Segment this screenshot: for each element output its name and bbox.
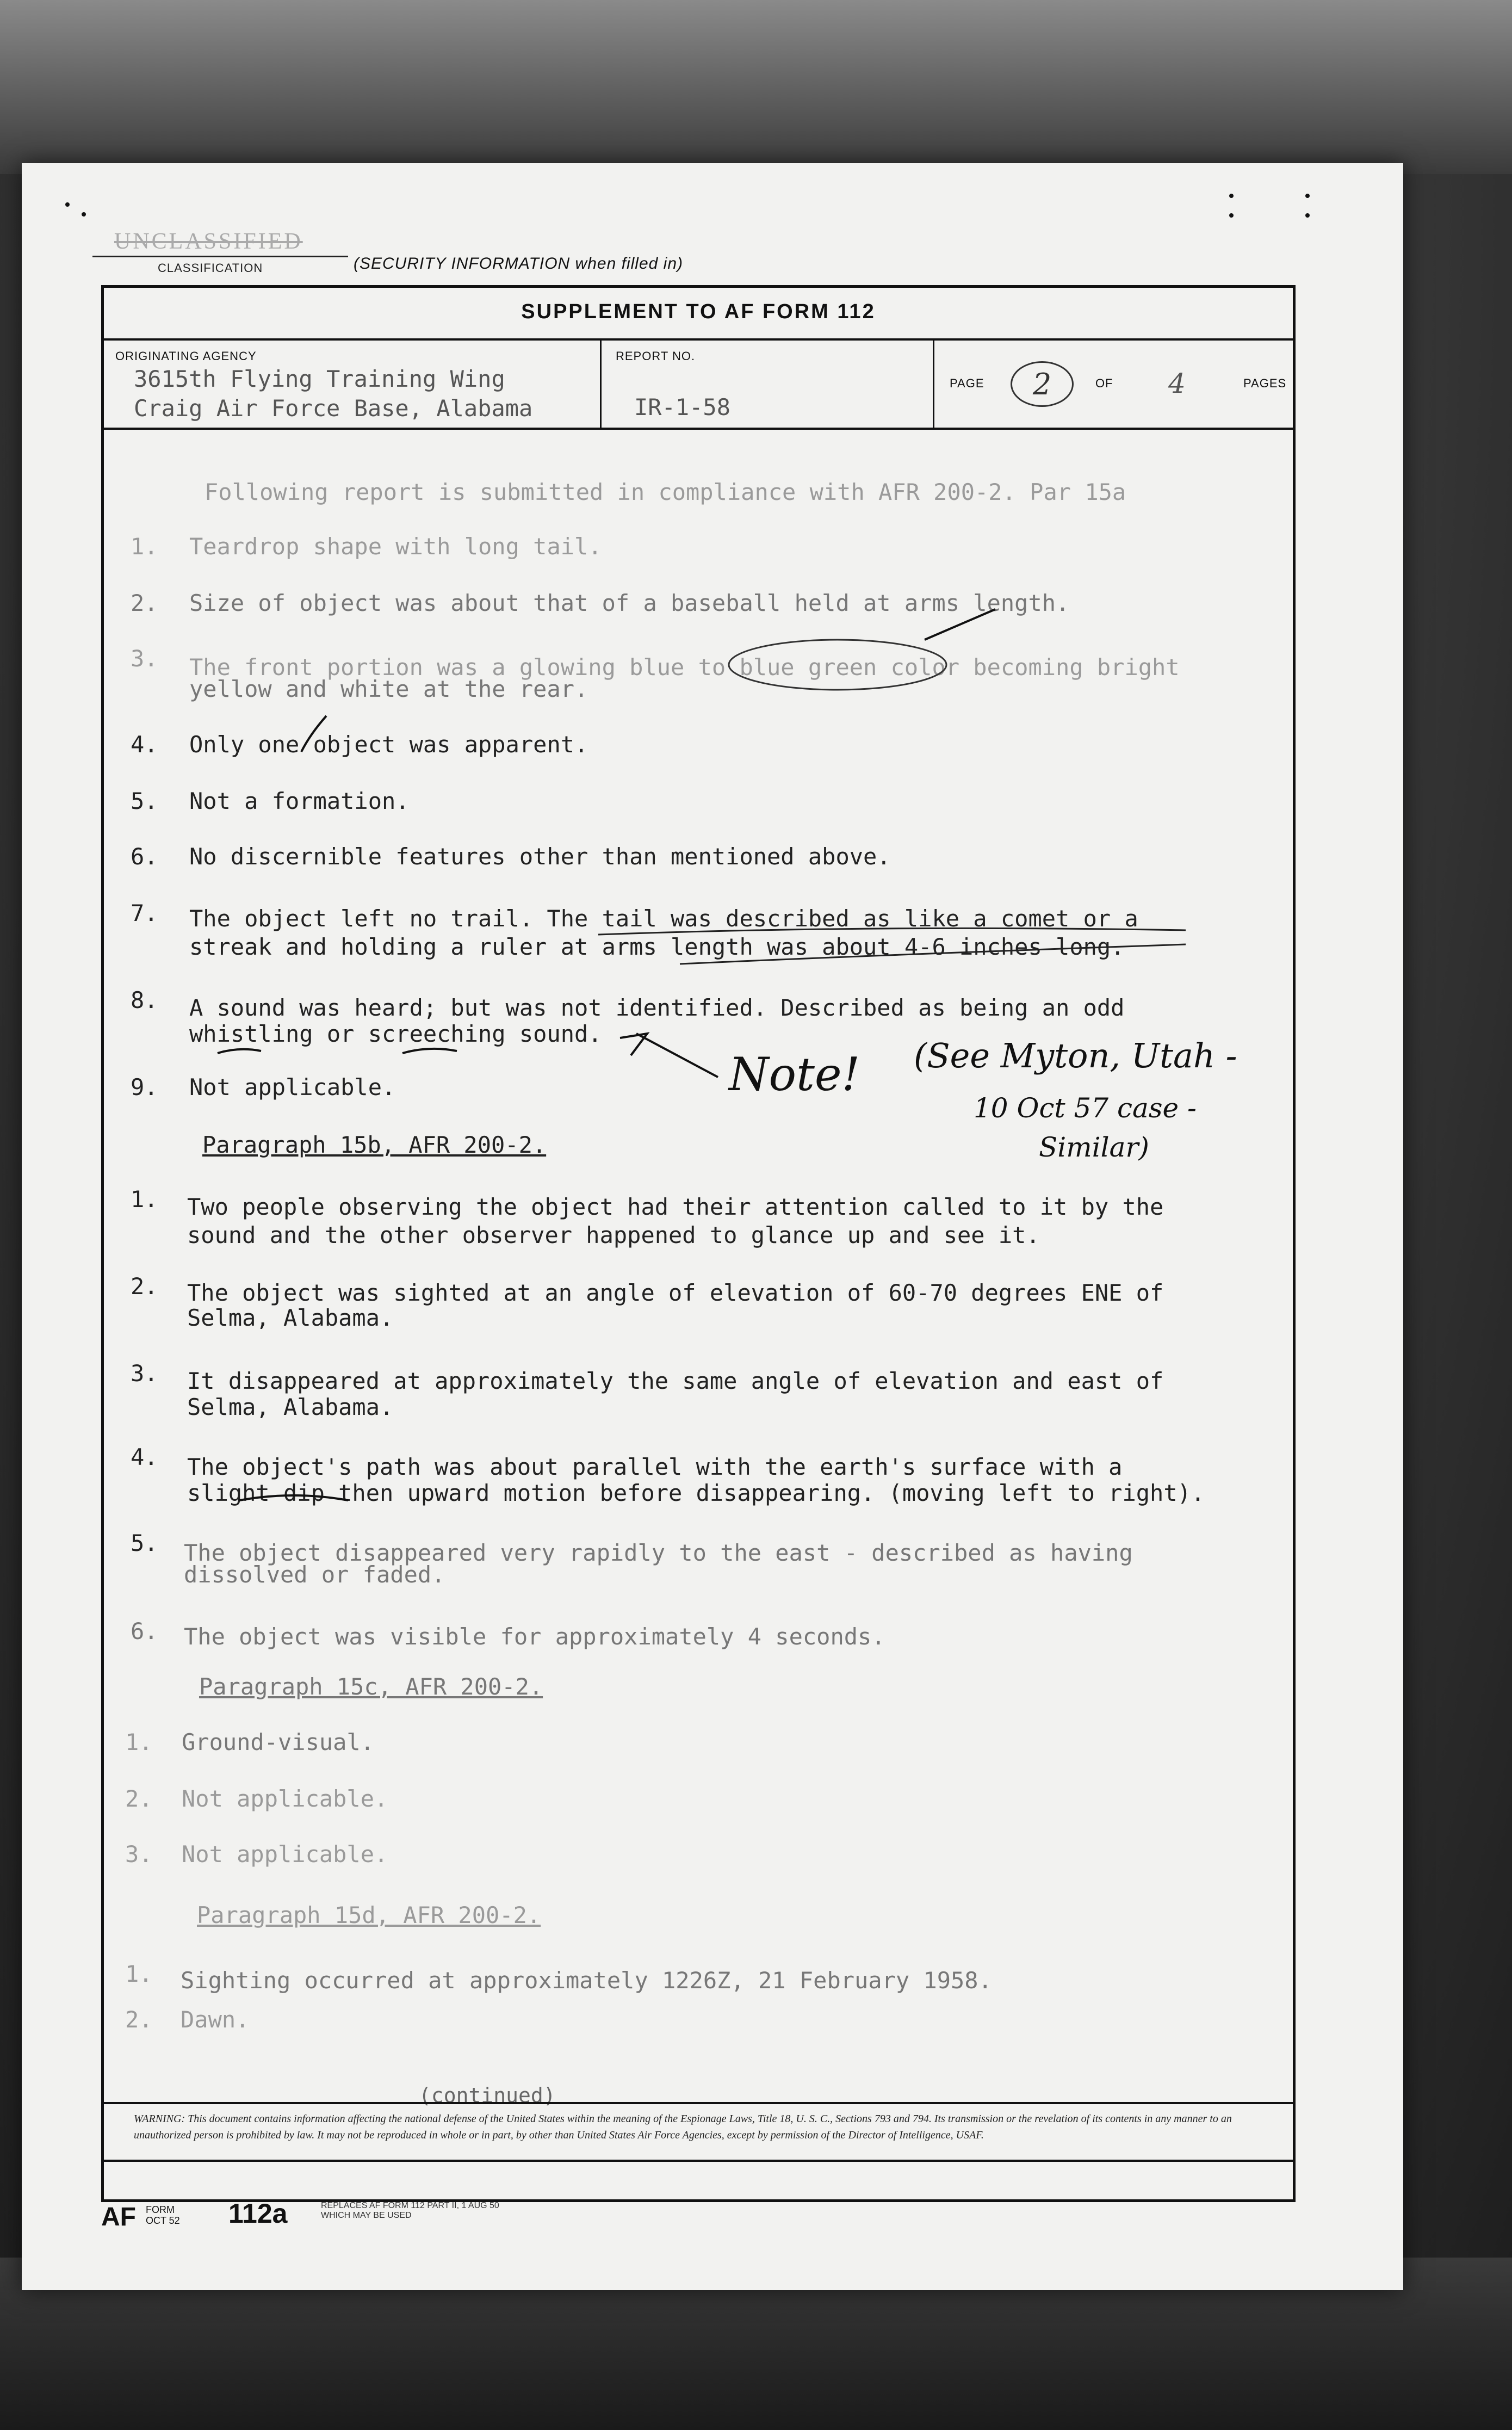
originating-agency-line1: 3615th Flying Training Wing <box>134 366 505 392</box>
item-text: Not applicable. <box>182 1841 388 1868</box>
item-text: Sighting occurred at approximately 1226Z, 21 February 1958. <box>181 1967 992 1994</box>
item-text: Only one object was apparent. <box>189 731 588 758</box>
item-number: 5. <box>131 1530 158 1556</box>
item-text: The front portion was a glowing blue to blue green color becoming bright <box>189 654 1180 681</box>
page-label: PAGE <box>950 376 984 390</box>
item-number: 1. <box>125 1729 153 1755</box>
handwritten-reference-line3: Similar) <box>1039 1131 1149 1163</box>
item-number: 3. <box>131 1360 158 1387</box>
item-text: The object disappeared very rapidly to the east - described as having <box>184 1539 1133 1566</box>
item-text: Two people observing the object had their attention called to it by the <box>187 1194 1164 1220</box>
item-text: Dawn. <box>181 2006 250 2033</box>
section-heading: Paragraph 15d, AFR 200-2. <box>197 1902 541 1928</box>
warning-notice: WARNING: This document contains information affecting the national defense of the United States within the meaning of the Espionage Laws, Title 18, U. S. C., Sections 793 and 794. Its transmission or the revelation of its contents in any manner to an unauthorized person is prohibited by law. It may not be reproduced in whole or in part, by other than United States Air Force Agencies, except by permission of the Director of Intelligence, USAF. <box>101 2102 1296 2162</box>
item-number: 6. <box>131 1618 158 1644</box>
item-number: 2. <box>125 1785 153 1812</box>
item-text-cont: streak and holding a ruler at arms length was about 4-6 inches long. <box>189 933 1125 960</box>
report-no-label: REPORT NO. <box>616 349 696 363</box>
item-text-cont: dissolved or faded. <box>184 1561 445 1588</box>
form-title: SUPPLEMENT TO AF FORM 112 <box>101 285 1296 341</box>
item-text-cont: yellow and white at the rear. <box>189 676 588 702</box>
replaces-note: REPLACES AF FORM 112 PART II, 1 AUG 50 WHICH MAY BE USED <box>321 2201 499 2220</box>
originating-agency-line2: Craig Air Force Base, Alabama <box>134 395 533 422</box>
item-number: 1. <box>125 1961 153 1987</box>
security-note: (SECURITY INFORMATION when filled in) <box>354 255 683 273</box>
continued-note: (continued) <box>419 2083 556 2107</box>
handwritten-reference-line1: (See Myton, Utah - <box>914 1036 1237 1075</box>
page-number: 2 <box>1011 361 1074 407</box>
item-text-cont: whistling or screeching sound. <box>189 1021 602 1047</box>
item-number: 5. <box>131 788 158 814</box>
pages-label: PAGES <box>1243 376 1287 390</box>
item-number: 4. <box>131 731 158 758</box>
item-number: 7. <box>131 900 158 926</box>
section-heading: Paragraph 15c, AFR 200-2. <box>199 1673 543 1700</box>
report-no-value: IR-1-58 <box>634 394 731 421</box>
item-text-cont: Selma, Alabama. <box>187 1304 394 1331</box>
item-text: A sound was heard; but was not identified. Described as being an odd <box>189 994 1125 1021</box>
handwritten-reference-line2: 10 Oct 57 case - <box>974 1092 1197 1124</box>
item-number: 8. <box>131 987 158 1013</box>
item-text: Ground-visual. <box>182 1729 375 1755</box>
form-number: 112a <box>228 2198 288 2229</box>
item-number: 9. <box>131 1074 158 1100</box>
item-text: Not applicable. <box>189 1074 396 1100</box>
item-text: Teardrop shape with long tail. <box>189 533 602 560</box>
total-pages: 4 <box>1168 368 1186 399</box>
classification-label: CLASSIFICATION <box>158 261 263 275</box>
item-number: 1. <box>131 533 158 560</box>
handwritten-note: Note! <box>729 1048 860 1101</box>
item-text: Not applicable. <box>182 1785 388 1812</box>
item-number: 6. <box>131 843 158 870</box>
intro-text: Following report is submitted in compliance with AFR 200-2. Par 15a <box>205 479 1126 505</box>
item-text: Size of object was about that of a baseball held at arms length. <box>189 590 1070 616</box>
item-number: 2. <box>131 1273 158 1300</box>
of-label: OF <box>1095 376 1113 390</box>
item-text-cont: sound and the other observer happened to glance up and see it. <box>187 1222 1040 1248</box>
item-number: 3. <box>125 1841 153 1868</box>
classification-value: UNCLASSIFIED <box>114 229 303 254</box>
item-number: 4. <box>131 1444 158 1470</box>
item-text: The object was sighted at an angle of elevation of 60-70 degrees ENE of <box>187 1279 1164 1306</box>
item-number: 1. <box>131 1186 158 1213</box>
item-number: 2. <box>125 2006 153 2033</box>
item-text: It disappeared at approximately the same angle of elevation and east of <box>187 1368 1164 1394</box>
item-number: 2. <box>131 590 158 616</box>
item-text-cont: Selma, Alabama. <box>187 1394 394 1420</box>
item-text-cont: slight dip then upward motion before disappearing. (moving left to right). <box>187 1480 1205 1506</box>
form-id: AF <box>101 2203 136 2231</box>
originating-agency-label: ORIGINATING AGENCY <box>115 349 257 363</box>
item-text: The object was visible for approximately 4 seconds. <box>184 1623 885 1650</box>
section-heading: Paragraph 15b, AFR 200-2. <box>202 1131 547 1158</box>
item-text: The object's path was about parallel with the earth's surface with a <box>187 1454 1123 1480</box>
item-text: The object left no trail. The tail was described as like a comet or a <box>189 905 1138 932</box>
item-text: Not a formation. <box>189 788 410 814</box>
item-number: 3. <box>131 645 158 672</box>
item-text: No discernible features other than mentioned above. <box>189 843 891 870</box>
form-date: FORM OCT 52 <box>146 2204 180 2226</box>
